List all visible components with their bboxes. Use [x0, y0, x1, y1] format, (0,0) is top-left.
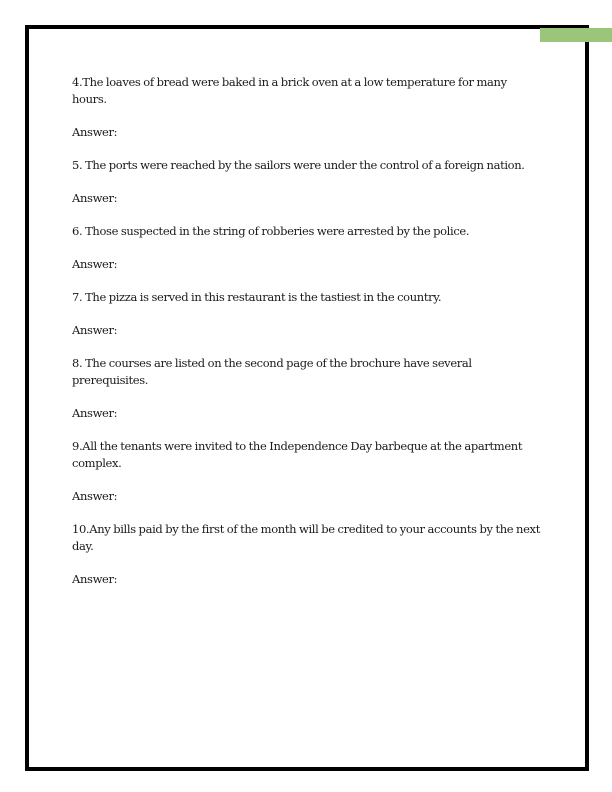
question-text: 10.Any bills paid by the first of the month will be credited to your accounts by the next day. [72, 522, 540, 553]
exercise-item-5 [72, 157, 542, 207]
question-text: 8. The courses are listed on the second page of the brochure have several prerequisites. [72, 356, 472, 387]
answer-label: Answer: [72, 406, 118, 420]
question-text: 6. Those suspected in the string of robberies were arrested by the police. [72, 224, 470, 238]
exercise-item-8 [72, 355, 542, 422]
question-text: 9.All the tenants were invited to the Independence Day barbeque at the apartment complex. [72, 439, 523, 470]
answer-label: Answer: [72, 125, 118, 139]
exercise-item-6 [72, 223, 542, 273]
answer-label: Answer: [72, 489, 118, 503]
exercise-item-7 [72, 289, 542, 339]
exercise-item-4 [72, 74, 542, 141]
exercise-item-9 [72, 438, 542, 505]
answer-label: Answer: [72, 572, 118, 586]
question-text: 7. The pizza is served in this restaurant is the tastiest in the country. [72, 290, 442, 304]
exercise-list [72, 74, 542, 604]
answer-label: Answer: [72, 323, 118, 337]
question-text: 4.The loaves of bread were baked in a brick oven at a low temperature for many hours. [72, 75, 507, 106]
question-text: 5. The ports were reached by the sailors were under the control of a foreign nation. [72, 158, 525, 172]
answer-label: Answer: [72, 191, 118, 205]
answer-label: Answer: [72, 257, 118, 271]
corner-accent-tab [540, 28, 612, 42]
exercise-item-10 [72, 521, 542, 588]
